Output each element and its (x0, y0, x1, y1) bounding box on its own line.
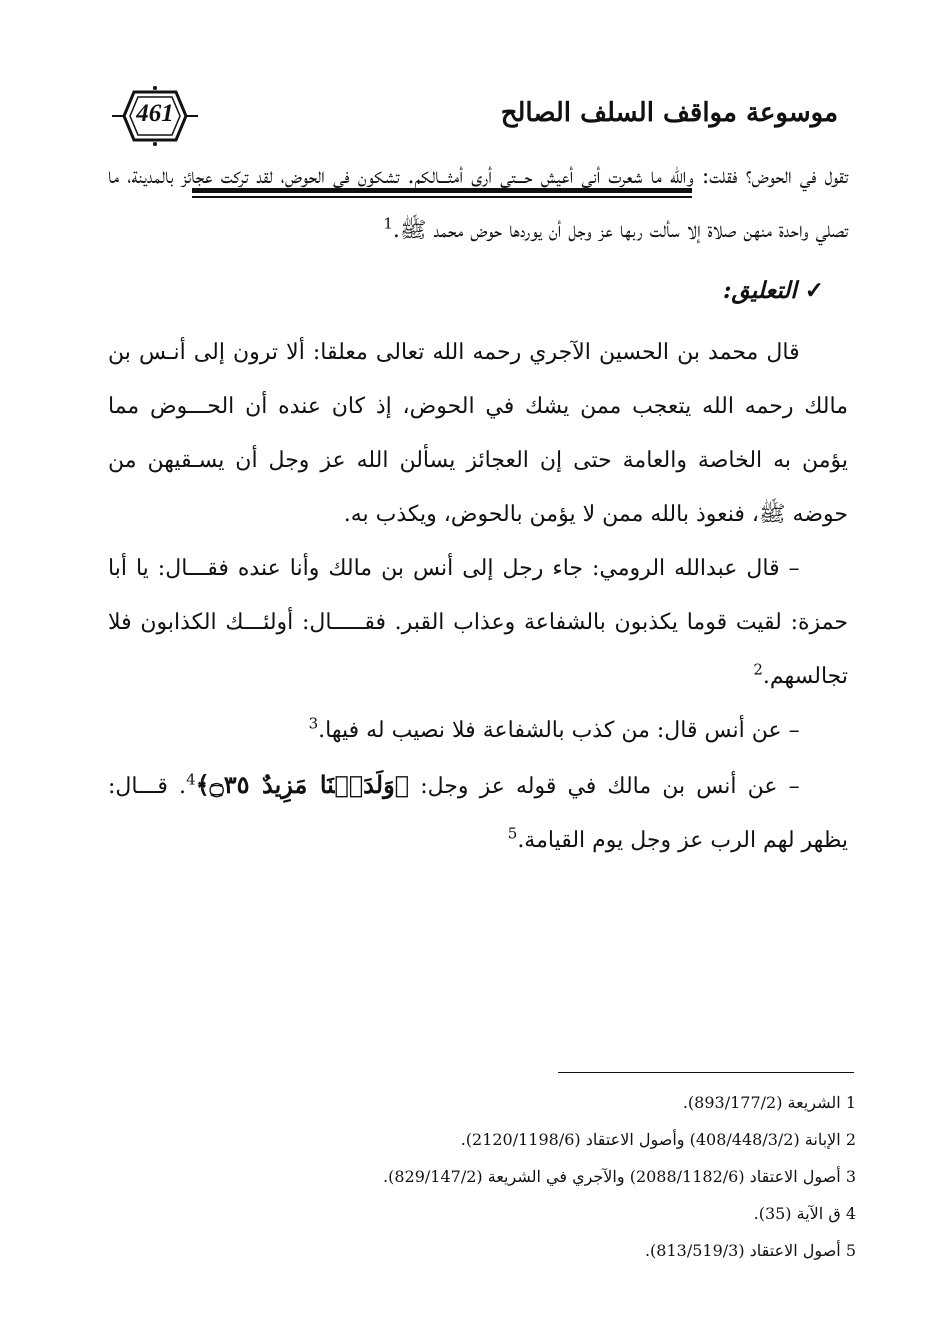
footnote-item: 3 أصول الاعتقاد (2088/1182/6) والآجري في الشريعة (829/147/2). (383, 1167, 856, 1186)
footnote-item: 5 أصول الاعتقاد (813/519/3). (644, 1241, 856, 1260)
footnote-item: 1 الشريعة (893/177/2). (682, 1093, 856, 1112)
footnote-ref-1: 1 (383, 214, 393, 233)
footnote-ref-2: 2 (753, 660, 763, 679)
section-heading (108, 264, 824, 318)
paragraph-3-text: – قال عبدالله الرومي: جاء رجل إلى أنس بن مالك وأنا عنده فقـــال: يا أبا حمزة: لقيت قوما يكذبون بالشفاعة وعذاب القبر. فقـــــال: أولئـــك الكذابون فلا تجالسهم. (108, 556, 848, 689)
footnote-ref-4: 4 (186, 770, 196, 789)
section-heading-text: التعليق: (723, 277, 797, 304)
page-number-badge (110, 84, 200, 148)
paragraph-5-tail: . قـــال: يظهر لهم الرب عز وجل يوم القيامة. (108, 774, 848, 853)
paragraph-1-text: تقول في الحوض؟ فقلت: والله ما شعرت أني أعيش حـــتى أرى أمثـــالكم. تشكون في الحوض، لقد تركت عجائز بالمدينة، ما تصلي واحدة منهن صلاة إلا سألت ربها عز وجل أن يوردها حوض محمد ﷺ. (108, 164, 848, 243)
main-text (108, 150, 848, 868)
paragraph-4-text: – عن أنس قال: من كذب بالشفاعة فلا نصيب له فيها. (318, 718, 800, 743)
footnote-item: 2 الإبانة (408/448/3/2) وأصول الاعتقاد (2120/1198/6). (460, 1130, 856, 1149)
footnote-ref-3: 3 (308, 714, 319, 733)
footnote-item: 4 ق الآية (35). (753, 1204, 856, 1223)
paragraph-2: قال محمد بن الحسين الآجري رحمه الله تعالى معلقا: ألا ترون إلى أنـس بن مالك رحمه الله يتعجب ممن يشك في الحوض، إذ كان عنده أن الحـــوض مما يؤمن به الخاصة والعامة حتى إن العجائز يسألن الله عز وجل أن يسـقيهن من حوضه ﷺ، فنعوذ بالله ممن لا يؤمن بالحوض، ويكذب به. (108, 340, 848, 527)
series-title: موسوعة مواقف السلف الصالح (500, 98, 838, 128)
quran-verse: ﴿وَلَدَيۡنَا مَزِيدٌ ۝٣٥﴾ (195, 770, 410, 799)
paragraph-5 (108, 758, 848, 868)
footnotes (300, 1084, 856, 1269)
paragraph-4 (108, 704, 848, 758)
footnote-separator (558, 1072, 854, 1073)
page-number: 461 (136, 100, 174, 127)
paragraph-3 (108, 542, 848, 704)
paragraph-1 (108, 150, 848, 258)
checkmark-icon: ✓ (804, 277, 824, 304)
footnote-ref-5: 5 (507, 824, 518, 843)
paragraph-5-lead: – عن أنس بن مالك في قوله عز وجل: (420, 774, 800, 799)
